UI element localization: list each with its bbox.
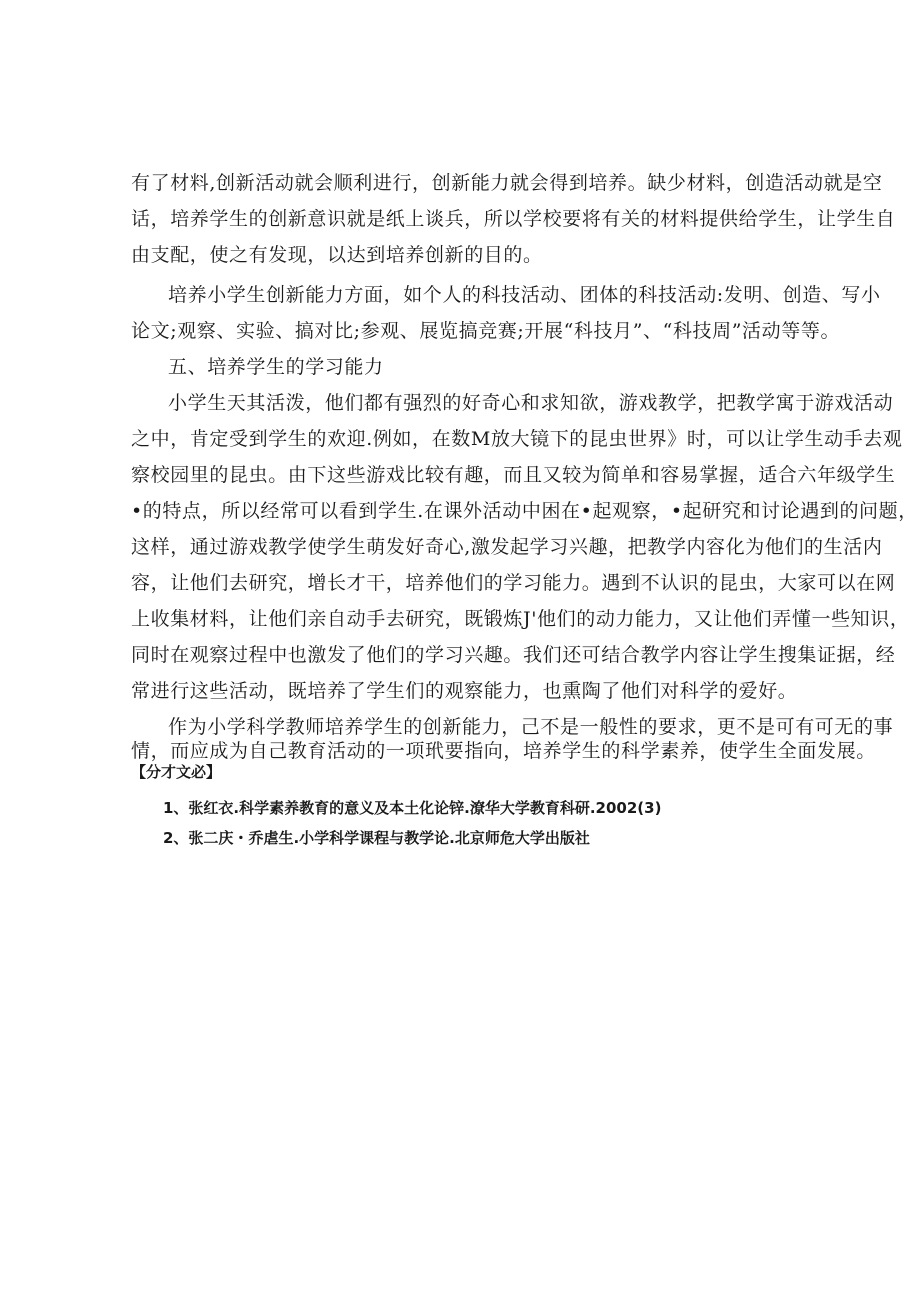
section-heading: 五、培养学生的学习能力 <box>168 356 384 378</box>
paragraph-2-line-2: 论文;观察、实验、搞对比;参观、展览搞竞赛;开展“科技月”、“科技周”活动等等。 <box>131 320 841 342</box>
references-title: 【分才文必】 <box>131 763 222 781</box>
paragraph-1-line-2: 话，培养学生的创新意识就是纸上谈兵，所以学校要将有关的材料提供给学生，让学生自 <box>131 208 896 230</box>
paragraph-1-line-3: 由支配，使之有发现，以达到培养创新的目的。 <box>131 244 543 266</box>
paragraph-4-line-1: 作为小学科学教师培养学生的创新能力，己不是一般性的要求，更不是可有可无的事 <box>168 716 894 738</box>
paragraph-3-line-5: 这样，通过游戏教学使学生萌发好奇心,激发起学习兴趣，把教学内容化为他们的生活内 <box>131 536 883 558</box>
paragraph-3-line-1: 小学生天其活泼，他们都有强烈的好奇心和求知欲，游戏教学，把教学寓于游戏活动 <box>168 392 894 414</box>
paragraph-4-line-2: 情，而应成为自己教育活动的一项玳要指向，培养学生的科学素养，使学生全面发展。 <box>131 740 876 762</box>
paragraph-3-line-7: 上收集材料，让他们亲自动手去研究，既锻炼J'他们的动力能力，又让他们弄懂一些知识， <box>131 608 910 630</box>
paragraph-3-line-8: 同时在观察过程中也激发了他们的学习兴趣。我们还可结合教学内容让学生搜集证据，经 <box>131 644 896 666</box>
paragraph-3-line-9: 常进行这些活动，既培养了学生们的观察能力，也熏陶了他们对科学的爱好。 <box>131 680 798 702</box>
paragraph-2-line-1: 培养小学生创新能力方面，如个人的科技活动、团体的科技活动:发明、创造、写小 <box>168 284 881 306</box>
reference-item-2: 2、张二庆・乔虐生.小学科学课程与教学论.北京师危大学出版社 <box>163 829 590 847</box>
paragraph-3-line-2: 之中，肯定受到学生的欢迎.例如，在数M放大镜下的昆虫世界》时，可以让学生动手去观 <box>131 428 903 450</box>
paragraph-3-line-3: 察校园里的昆虫。由下这些游戏比较有趣，而且又较为简单和容易掌握，适合六年级学生 <box>131 464 896 486</box>
paragraph-3-line-6: 容，让他们去研究，增长才干，培养他们的学习能力。遇到不认识的昆虫，大家可以在网 <box>131 572 896 594</box>
paragraph-3-line-4: •的特点，所以经常可以看到学生.在课外活动中困在•起观察，•起研究和讨论遇到的问题， <box>131 500 918 522</box>
reference-item-1: 1、张红衣.科学素养教育的意义及本土化论锌.潦华大学教育科研.2002(3) <box>163 799 662 817</box>
paragraph-1-line-1: 有了材料,创新活动就会顺利进行，创新能力就会得到培养。缺少材料，创造活动就是空 <box>131 172 883 194</box>
